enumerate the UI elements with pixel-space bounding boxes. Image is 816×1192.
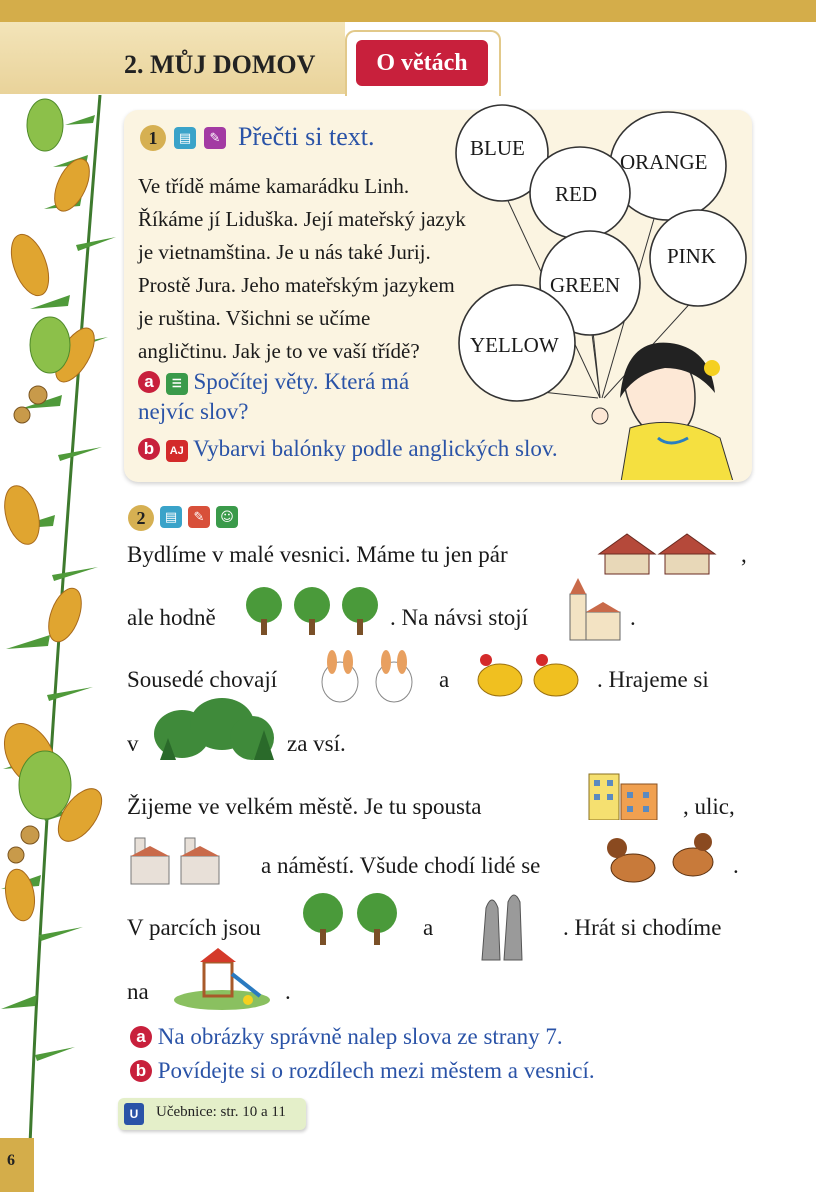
- line-1-text: Bydlíme v malé vesnici. Máme tu jen pár: [127, 542, 508, 567]
- line-8-text: na: [127, 979, 149, 1004]
- line-6-text: a náměstí. Všude chodí lidé se: [261, 853, 541, 878]
- line-1-end: ,: [741, 542, 747, 567]
- speaking-icon: ☺: [216, 506, 238, 528]
- exercise-2-task-a: [130, 1024, 563, 1050]
- page-number: 6: [7, 1152, 15, 1169]
- paragraph-line: Říkáme jí Liduška. Její mateřský jazyk: [138, 207, 466, 231]
- textbook-badge: U: [124, 1103, 144, 1125]
- reading-book-icon: ▤: [174, 127, 196, 149]
- line-8-end: .: [285, 979, 291, 1004]
- forest-picture: [152, 696, 274, 764]
- paragraph-line: Ve třídě máme kamarádku Linh.: [138, 174, 410, 198]
- line-5-text: Žijeme ve velkém městě. Je tu spousta: [127, 794, 482, 819]
- leaves-decoration: [0, 95, 118, 1145]
- paragraph-line: angličtinu. Jak je to ve vaší třídě?: [138, 339, 420, 363]
- paragraph-line: je vietnamština. Je u nás také Jurij.: [138, 240, 431, 264]
- rabbits-picture: [314, 648, 424, 704]
- reading-book-icon: ▤: [160, 506, 182, 528]
- balloon-label: RED: [555, 182, 597, 206]
- line-4-text: za vsí.: [287, 731, 346, 756]
- dogs-picture: [603, 828, 719, 892]
- balloon-label: PINK: [667, 244, 717, 268]
- line-2-end: .: [630, 605, 636, 630]
- exercise-1-task-b: [138, 436, 558, 462]
- line-3-text: Sousedé chovají: [127, 667, 278, 692]
- balloon-label: BLUE: [470, 136, 525, 160]
- top-bar: [0, 0, 816, 22]
- chapter-title: 2. MŮJ DOMOV: [124, 50, 316, 79]
- blocks-of-flats-picture: [587, 764, 661, 820]
- statues-picture: [474, 888, 530, 962]
- line-2-text: ale hodně: [127, 605, 216, 630]
- exercise-1-number: 1: [140, 125, 166, 151]
- line-3-text: . Hrajeme si: [597, 667, 709, 692]
- balloon-label: ORANGE: [620, 150, 708, 174]
- task-a-text: Spočítej věty. Která má: [193, 369, 410, 394]
- task-a-text: nejvíc slov?: [138, 399, 249, 424]
- exercise-1-paragraph: [138, 170, 466, 368]
- paragraph-line: je ruština. Všichni se učíme: [138, 306, 371, 330]
- topic-badge: O větách: [356, 40, 488, 86]
- counting-icon: ☰: [166, 373, 188, 395]
- balloon-label: YELLOW: [470, 333, 559, 357]
- churches-picture: [129, 828, 231, 886]
- line-5-text: , ulic,: [683, 794, 735, 819]
- line-7-text: V parcích jsou: [127, 915, 261, 940]
- exercise-1-instruction: Přečti si text.: [238, 122, 375, 151]
- playground-picture: [172, 944, 274, 1012]
- textbook-reference: [118, 1098, 306, 1130]
- balloon-label: GREEN: [550, 273, 620, 297]
- line-4-text: v: [127, 731, 139, 756]
- pencil-icon: ✎: [204, 127, 226, 149]
- line-6-end: .: [733, 853, 739, 878]
- trees-picture: [242, 585, 382, 637]
- page-number-tab: [0, 1138, 34, 1192]
- line-3-text: a: [439, 667, 450, 692]
- sticker-icon: ✎: [188, 506, 210, 528]
- line-7-text: . Hrát si chodíme: [563, 915, 722, 940]
- line-2-text: . Na návsi stojí: [390, 605, 528, 630]
- houses-picture: [597, 530, 719, 578]
- exercise-1-task-a: [138, 367, 409, 427]
- task-b-text: Povídejte si o rozdílech mezi městem a vesnicí.: [157, 1058, 595, 1083]
- exercise-2-number: 2: [128, 505, 154, 531]
- hens-picture: [472, 648, 584, 704]
- park-trees-picture: [297, 893, 405, 947]
- line-7-text: a: [423, 915, 434, 940]
- task-b-letter: b: [130, 1060, 152, 1082]
- textbook-reference-text: Učebnice: str. 10 a 11: [156, 1104, 286, 1120]
- task-a-text: Na obrázky správně nalep slova ze strany 7.: [157, 1024, 563, 1049]
- church-picture: [566, 576, 624, 642]
- exercise-2-task-b: [130, 1058, 595, 1084]
- task-a-letter: a: [130, 1026, 152, 1048]
- paragraph-line: Prostě Jura. Jeho mateřským jazykem: [138, 273, 455, 297]
- task-a-letter: a: [138, 371, 160, 393]
- english-badge: AJ: [166, 440, 188, 462]
- task-b-text: Vybarvi balónky podle anglických slov.: [193, 436, 558, 461]
- task-b-letter: b: [138, 438, 160, 460]
